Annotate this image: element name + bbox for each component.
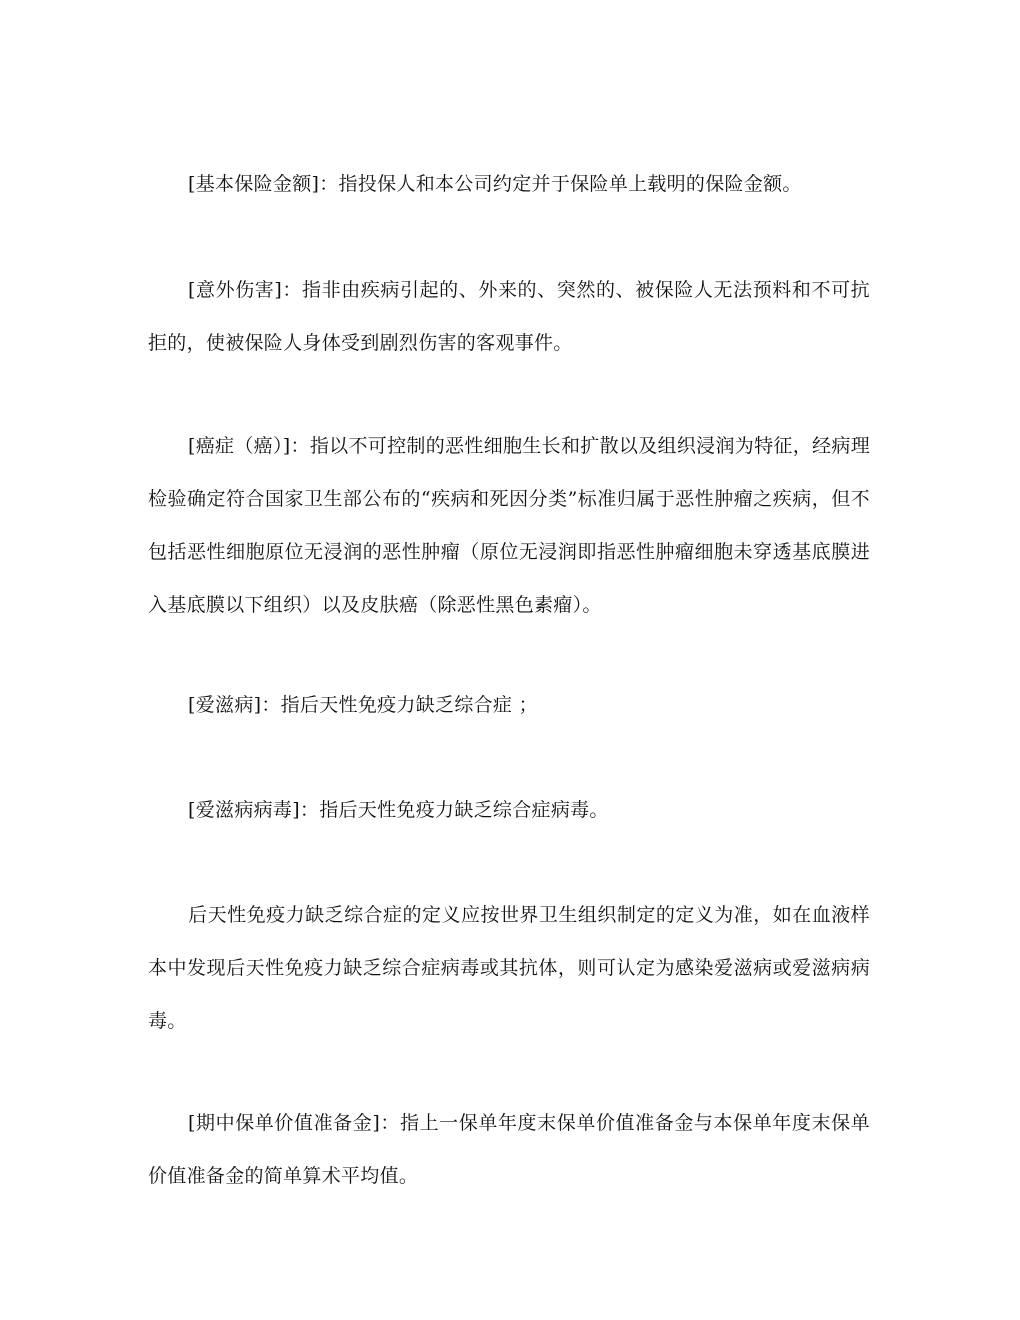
paragraph-cancer: [癌症（癌）]：指以不可控制的恶性细胞生长和扩散以及组织浸润为特征，经病理检验确定符合国家卫生部公布的“疾病和死因分类”标准归属于恶性肿瘤之疾病，但不包括恶性细胞原位无浸润的恶性肿瘤（原位无浸润即指恶性肿瘤细胞未穿透基底膜进入基底膜以下组织）以及皮肤癌（除恶性黑色素瘤）。	[148, 435, 870, 616]
paragraph-basic-sum-insured: [基本保险金额]：指投保人和本公司约定并于保险单上载明的保险金额。	[188, 173, 802, 195]
paragraph-accidental-injury: [意外伤害]：指非由疾病引起的、外来的、突然的、被保险人无法预料和不可抗拒的，使被保险人身体受到剧烈伤害的客观事件。	[148, 279, 870, 354]
paragraph-aids: [爱滋病]：指后天性免疫力缺乏综合症 ；	[188, 694, 538, 716]
paragraph-hiv: [爱滋病病毒]：指后天性免疫力缺乏综合症病毒。	[188, 799, 609, 821]
paragraph-aids-definition: 后天性免疫力缺乏综合症的定义应按世界卫生组织制定的定义为准，如在血液样本中发现后天性免疫力缺乏综合症病毒或其抗体，则可认定为感染爱滋病或爱滋病病毒。	[148, 904, 870, 1032]
paragraph-mid-term-reserve: [期中保单价值准备金]：指上一保单年度末保单价值准备金与本保单年度末保单价值准备金的简单算术平均值。	[148, 1112, 870, 1187]
